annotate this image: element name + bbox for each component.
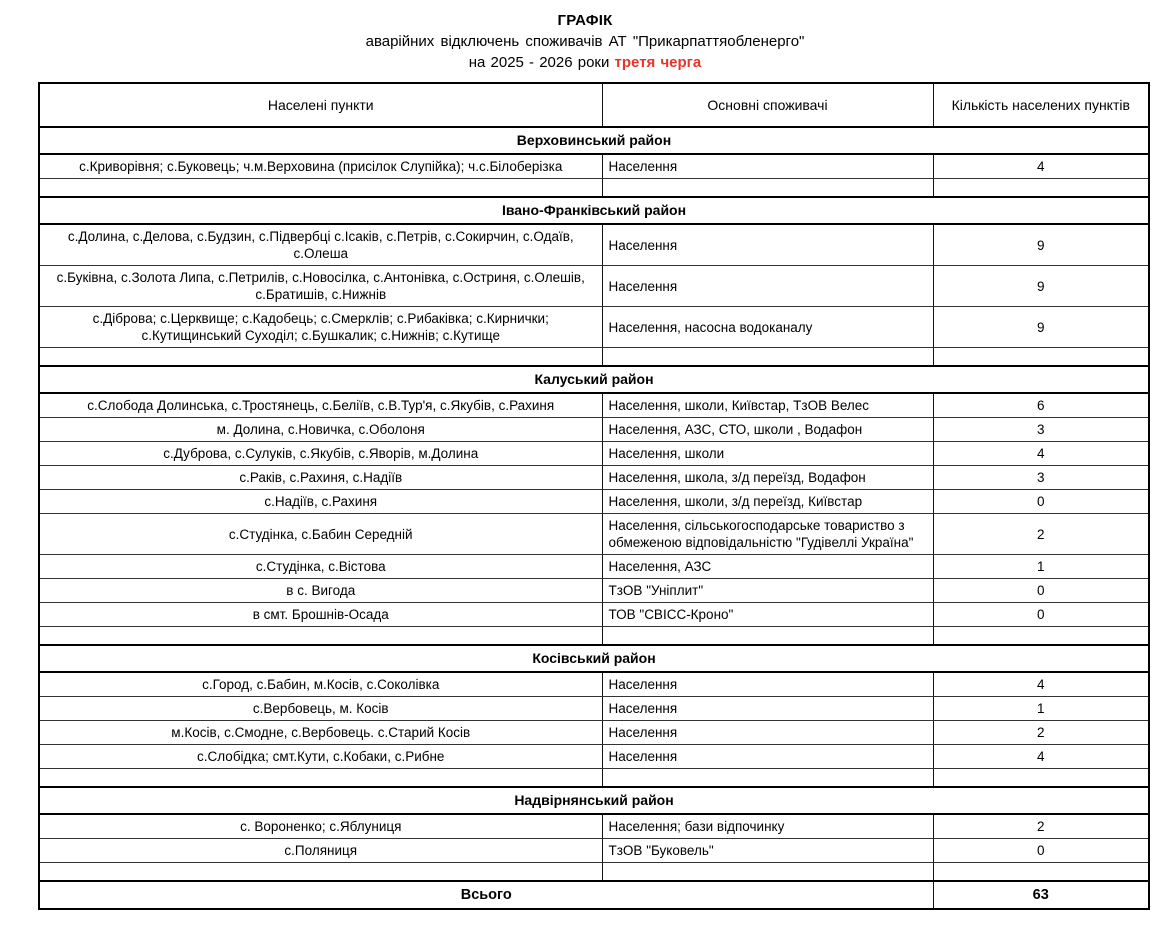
spacer-cell [39,627,602,646]
table-row [39,555,1149,579]
spacer-cell [602,348,933,367]
cell-consumers: Населення [602,745,933,769]
queue-badge: третя черга [614,54,702,71]
cell-settlements: с.Буківна, с.Золота Липа, с.Петрилів, с.Новосілка, с.Антонівка, с.Остриня, с.Олешів, с.Братишів, с.Нижнів [39,266,602,307]
cell-consumers: Населення, АЗС [602,555,933,579]
cell-settlements: с.Слобідка; смт.Кути, с.Кобаки, с.Рибне [39,745,602,769]
cell-count: 3 [933,466,1149,490]
cell-consumers: Населення, школи [602,442,933,466]
spacer-cell [933,179,1149,198]
spacer-cell [602,769,933,788]
cell-count: 0 [933,579,1149,603]
cell-count: 4 [933,154,1149,179]
table-row [39,154,1149,179]
district-header-row [39,366,1149,393]
cell-settlements: с.Надіїв, с.Рахиня [39,490,602,514]
cell-settlements: с.Поляниця [39,839,602,863]
page-title: ГРАФІК [557,12,613,29]
cell-consumers: Населення [602,154,933,179]
cell-consumers: Населення, школа, з/д переїзд, Водафон [602,466,933,490]
cell-settlements: с.Студінка, с.Вістова [39,555,602,579]
cell-consumers: Населення, сільськогосподарське товариство з обмеженою відповідальністю "Гудівеллі Україна" [602,514,933,555]
spacer-cell [39,863,602,882]
section-spacer-row [39,348,1149,367]
spacer-cell [933,627,1149,646]
cell-settlements: с.Дуброва, с.Сулуків, с.Якубів, с.Яворів, м.Долина [39,442,602,466]
cell-count: 4 [933,672,1149,697]
table-row [39,514,1149,555]
table-row [39,466,1149,490]
schedule-table-wrapper [38,82,1148,910]
page-subtitle: аварійних відключень споживачів АТ "Прикарпаттяобленерго" [365,33,805,50]
cell-count: 9 [933,307,1149,348]
column-header-count: Кількість населених пунктів [933,83,1149,127]
cell-consumers: ТзОВ "Уніплит" [602,579,933,603]
cell-count: 1 [933,697,1149,721]
page-period-line [0,52,1170,73]
table-row [39,307,1149,348]
cell-consumers: Населення [602,721,933,745]
table-row [39,839,1149,863]
cell-count: 2 [933,814,1149,839]
cell-count: 1 [933,555,1149,579]
schedule-table [38,82,1150,910]
cell-count: 0 [933,490,1149,514]
section-spacer-row [39,863,1149,882]
cell-count: 9 [933,224,1149,266]
cell-consumers: Населення [602,266,933,307]
spacer-cell [39,348,602,367]
column-header-consumers: Основні споживачі [602,83,933,127]
cell-count: 6 [933,393,1149,418]
cell-consumers: Населення [602,697,933,721]
cell-settlements: с.Вербовець, м. Косів [39,697,602,721]
cell-consumers: ТОВ "СВІСС-Кроно" [602,603,933,627]
table-row [39,672,1149,697]
section-spacer-row [39,769,1149,788]
total-row [39,881,1149,909]
cell-settlements: м. Долина, с.Новичка, с.Оболоня [39,418,602,442]
cell-settlements: с.Город, с.Бабин, м.Косів, с.Соколівка [39,672,602,697]
cell-settlements: с.Слобода Долинська, с.Тростянець, с.Беліїв, с.В.Тур'я, с.Якубів, с.Рахиня [39,393,602,418]
table-row [39,442,1149,466]
district-title: Надвірнянський район [39,787,1149,814]
column-header-settlements: Населені пункти [39,83,602,127]
district-title: Косівський район [39,645,1149,672]
spacer-cell [602,863,933,882]
table-row [39,266,1149,307]
spacer-cell [39,769,602,788]
spacer-cell [933,348,1149,367]
table-row [39,490,1149,514]
spacer-cell [39,179,602,198]
cell-consumers: Населення [602,672,933,697]
cell-consumers: ТзОВ "Буковель" [602,839,933,863]
district-title: Івано-Франківський район [39,197,1149,224]
cell-count: 2 [933,514,1149,555]
cell-settlements: с.Діброва; с.Церквище; с.Кадобець; с.Смерклів; с.Рибаківка; с.Кирнички; с.Кутищинський Суходіл; с.Бушкалик; с.Нижнів; с.Кутище [39,307,602,348]
table-row [39,603,1149,627]
district-header-row [39,197,1149,224]
table-header-row [39,83,1149,127]
table-row [39,697,1149,721]
cell-count: 2 [933,721,1149,745]
period-text: на 2025 - 2026 роки [468,54,615,71]
cell-count: 0 [933,839,1149,863]
total-label: Всього [39,881,933,909]
cell-count: 9 [933,266,1149,307]
district-header-row [39,787,1149,814]
table-row [39,224,1149,266]
document-title-block [0,0,1170,73]
cell-consumers: Населення, АЗС, СТО, школи , Водафон [602,418,933,442]
district-title: Верховинський район [39,127,1149,154]
cell-count: 0 [933,603,1149,627]
cell-settlements: в смт. Брошнів-Осада [39,603,602,627]
cell-settlements: м.Косів, с.Смодне, с.Вербовець. с.Старий Косів [39,721,602,745]
spacer-cell [933,863,1149,882]
table-row [39,745,1149,769]
spacer-cell [602,627,933,646]
cell-consumers: Населення; бази відпочинку [602,814,933,839]
total-value: 63 [933,881,1149,909]
spacer-cell [933,769,1149,788]
district-title: Калуський район [39,366,1149,393]
table-row [39,418,1149,442]
cell-count: 4 [933,745,1149,769]
cell-settlements: в с. Вигода [39,579,602,603]
spacer-cell [602,179,933,198]
cell-consumers: Населення, школи, з/д переїзд, Київстар [602,490,933,514]
cell-settlements: с.Раків, с.Рахиня, с.Надіїв [39,466,602,490]
table-row [39,579,1149,603]
cell-settlements: с.Студінка, с.Бабин Середній [39,514,602,555]
table-row [39,393,1149,418]
section-spacer-row [39,627,1149,646]
district-header-row [39,645,1149,672]
cell-consumers: Населення, школи, Київстар, ТзОВ Велес [602,393,933,418]
table-row [39,721,1149,745]
cell-consumers: Населення [602,224,933,266]
cell-settlements: с. Вороненко; с.Яблуниця [39,814,602,839]
district-header-row [39,127,1149,154]
cell-count: 3 [933,418,1149,442]
section-spacer-row [39,179,1149,198]
cell-consumers: Населення, насосна водоканалу [602,307,933,348]
cell-count: 4 [933,442,1149,466]
cell-settlements: с.Криворівня; с.Буковець; ч.м.Верховина (присілок Слупійка); ч.с.Білоберізка [39,154,602,179]
cell-settlements: с.Долина, с.Делова, с.Будзин, с.Підвербці с.Ісаків, с.Петрів, с.Сокирчин, с.Одаїв, с.Олеша [39,224,602,266]
table-row [39,814,1149,839]
